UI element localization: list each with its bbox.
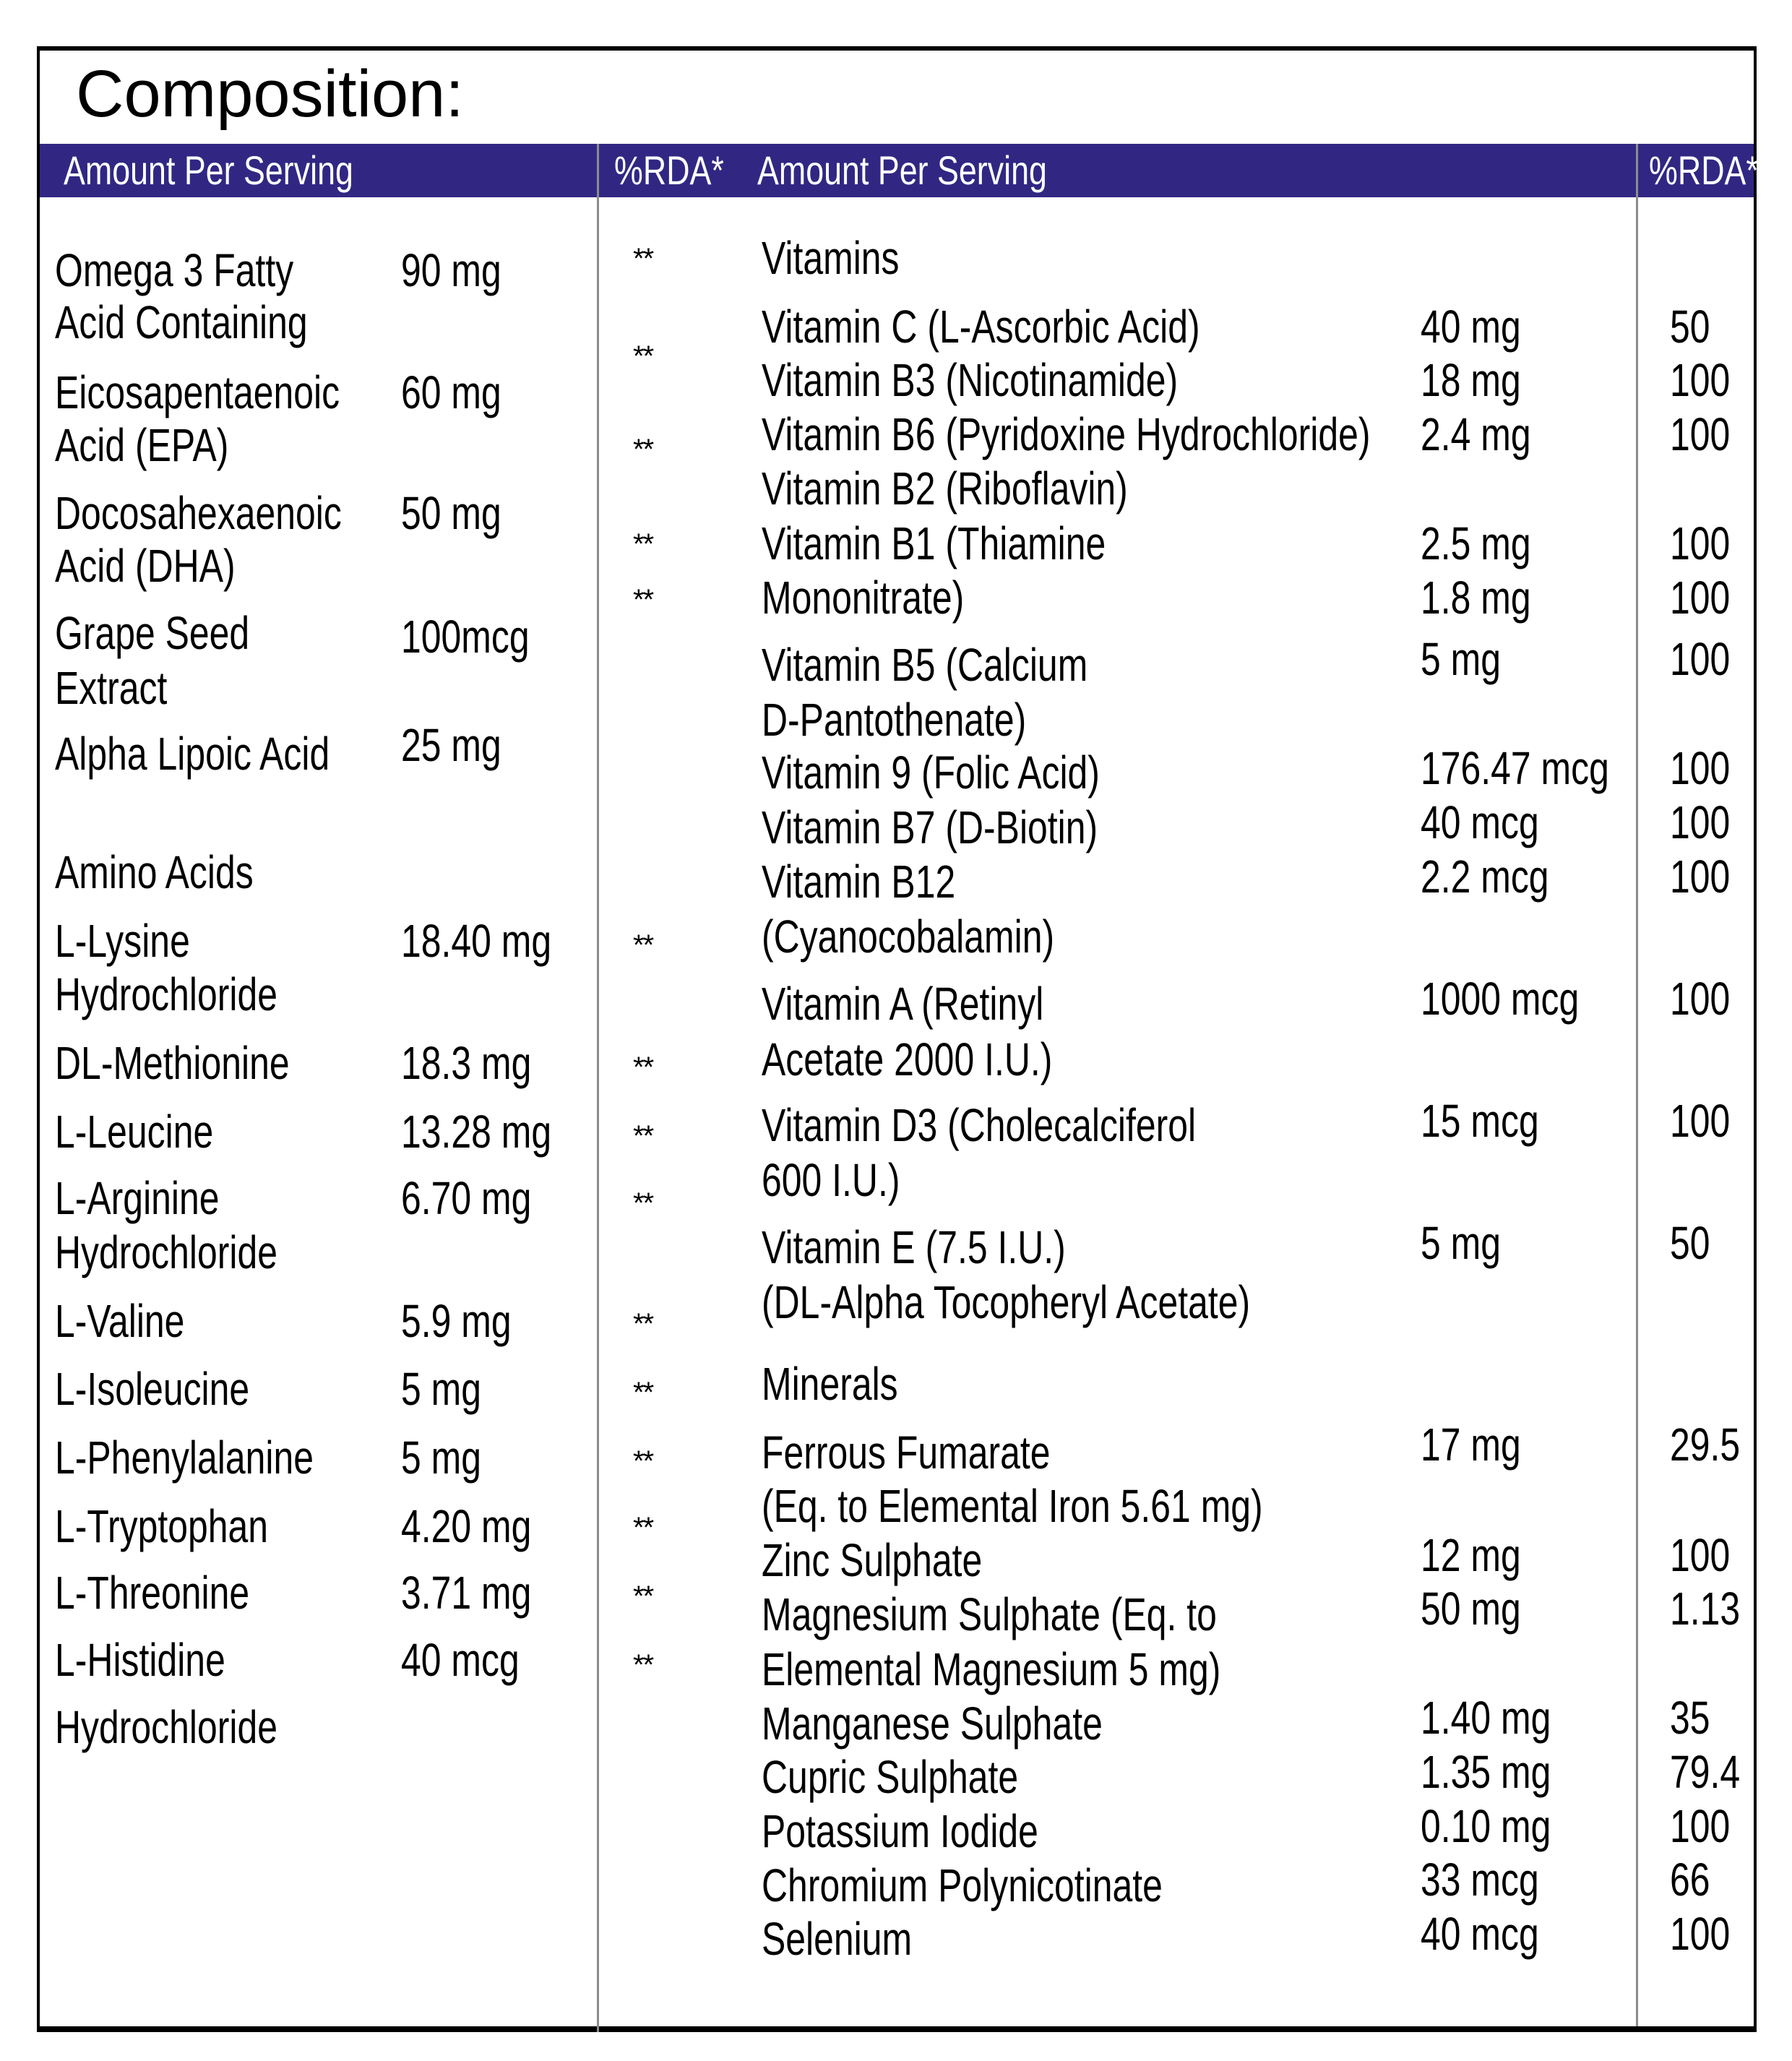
ingredient-name: Zinc Sulphate [762, 1534, 983, 1586]
ingredient-name: Magnesium Sulphate (Eq. to [762, 1588, 1217, 1640]
rda-not-established-mark: ** [633, 340, 653, 372]
ingredient-amount: 18 mg [1421, 354, 1521, 406]
ingredient-name: Omega 3 Fatty [55, 244, 294, 296]
rda-value: 100 [1670, 851, 1731, 903]
ingredient-amount: 15 mcg [1421, 1095, 1539, 1147]
ingredient-name: L-Arginine [55, 1172, 220, 1224]
ingredient-name: L-Lysine [55, 915, 190, 967]
ingredient-amount: 40 mg [1421, 301, 1521, 353]
ingredient-amount: 1.40 mg [1421, 1692, 1551, 1744]
ingredient-name: Vitamin B12 [762, 856, 956, 908]
ingredient-name: L-Leucine [55, 1106, 214, 1158]
ingredient-name: Vitamin E (7.5 I.U.) [762, 1221, 1066, 1273]
rda-value: 79.4 [1670, 1746, 1741, 1798]
section-heading: Amino Acids [55, 846, 254, 898]
ingredient-name: Docosahexaenoic [55, 487, 342, 539]
rda-value: 100 [1670, 408, 1731, 460]
ingredient-name: L-Threonine [55, 1567, 250, 1619]
header-right-amount: Amount Per Serving [757, 147, 1047, 193]
ingredient-amount: 176.47 mcg [1421, 742, 1609, 794]
ingredient-amount: 4.20 mg [401, 1500, 532, 1552]
rda-not-established-mark: ** [633, 1308, 653, 1340]
ingredient-amount: 2.2 mcg [1421, 851, 1549, 903]
ingredient-name: Hydrochloride [55, 1701, 277, 1753]
rda-not-established-mark: ** [633, 1445, 653, 1477]
ingredient-amount: 5 mg [1421, 633, 1501, 685]
ingredient-name: Acid (DHA) [55, 540, 236, 592]
rda-not-established-mark: ** [633, 584, 653, 616]
rda-value: 50 [1670, 301, 1710, 353]
ingredient-name: (Eq. to Elemental Iron 5.61 mg) [762, 1480, 1263, 1532]
ingredient-amount: 6.70 mg [401, 1172, 532, 1224]
ingredient-name: Alpha Lipoic Acid [55, 728, 330, 780]
ingredient-name: Acid Containing [55, 296, 308, 348]
ingredient-amount: 5 mg [401, 1432, 481, 1484]
rda-value: 100 [1670, 633, 1731, 685]
ingredient-name: Extract [55, 662, 168, 714]
rda-value: 35 [1670, 1692, 1710, 1744]
ingredient-amount: 3.71 mg [401, 1567, 532, 1619]
rda-value: 100 [1670, 572, 1731, 624]
ingredient-amount: 50 mg [401, 487, 501, 539]
ingredient-name: (DL-Alpha Tocopheryl Acetate) [762, 1276, 1251, 1328]
ingredient-name: Grape Seed [55, 607, 250, 659]
ingredient-name: L-Histidine [55, 1634, 225, 1686]
ingredient-amount: 2.4 mg [1421, 408, 1531, 460]
rda-not-established-mark: ** [633, 1580, 653, 1612]
rda-value: 50 [1670, 1217, 1710, 1269]
ingredient-name: L-Tryptophan [55, 1500, 269, 1552]
ingredient-name: Mononitrate) [762, 572, 965, 624]
rda-value: 100 [1670, 1529, 1731, 1581]
ingredient-amount: 1.8 mg [1421, 572, 1531, 624]
rda-not-established-mark: ** [633, 1187, 653, 1219]
rda-not-established-mark: ** [633, 1512, 653, 1544]
ingredient-name: Selenium [762, 1913, 913, 1965]
column-divider-left [597, 144, 599, 2032]
ingredient-amount: 17 mg [1421, 1419, 1521, 1471]
ingredient-name: Elemental Magnesium 5 mg) [762, 1643, 1221, 1695]
ingredient-name: Ferrous Fumarate [762, 1427, 1051, 1479]
ingredient-name: Vitamin 9 (Folic Acid) [762, 746, 1100, 799]
ingredient-amount: 60 mg [401, 366, 501, 418]
rda-not-established-mark: ** [633, 1649, 653, 1681]
rda-not-established-mark: ** [633, 528, 653, 560]
ingredient-name: L-Phenylalanine [55, 1432, 314, 1484]
rda-value: 100 [1670, 1095, 1731, 1147]
rda-value: 100 [1670, 354, 1731, 406]
header-right-rda: %RDA* [1649, 147, 1759, 193]
ingredient-amount: 5.9 mg [401, 1295, 512, 1347]
ingredient-name: Eicosapentaenoic [55, 366, 340, 418]
ingredient-name: Manganese Sulphate [762, 1698, 1103, 1750]
rda-value: 100 [1670, 973, 1731, 1025]
rda-value: 100 [1670, 1908, 1731, 1960]
rda-value: 100 [1670, 796, 1731, 848]
ingredient-name: Vitamin B5 (Calcium [762, 639, 1088, 691]
ingredient-name: Vitamin A (Retinyl [762, 978, 1044, 1030]
section-heading: Minerals [762, 1358, 898, 1410]
ingredient-amount: 100mcg [401, 611, 530, 663]
header-left-rda: %RDA* [614, 147, 724, 193]
ingredient-amount: 40 mcg [1421, 796, 1539, 848]
ingredient-name: Vitamin B7 (D-Biotin) [762, 801, 1098, 853]
ingredient-name: L-Isoleucine [55, 1363, 250, 1415]
rda-not-established-mark: ** [633, 1051, 653, 1083]
ingredient-amount: 13.28 mg [401, 1106, 552, 1158]
ingredient-amount: 18.3 mg [401, 1037, 532, 1089]
rda-value: 66 [1670, 1854, 1710, 1906]
ingredient-name: D-Pantothenate) [762, 694, 1027, 746]
ingredient-name: Vitamin C (L-Ascorbic Acid) [762, 301, 1200, 353]
rda-value: 29.5 [1670, 1419, 1741, 1471]
rda-value: 1.13 [1670, 1583, 1741, 1635]
ingredient-name: Vitamin B1 (Thiamine [762, 517, 1106, 569]
rda-not-established-mark: ** [633, 929, 653, 961]
ingredient-name: Acetate 2000 I.U.) [762, 1033, 1053, 1085]
rda-value: 100 [1670, 1800, 1731, 1852]
page-title: Composition: [76, 57, 464, 131]
ingredient-amount: 5 mg [1421, 1217, 1501, 1269]
ingredient-amount: 40 mcg [401, 1634, 520, 1686]
ingredient-amount: 50 mg [1421, 1583, 1521, 1635]
ingredient-name: Potassium Iodide [762, 1805, 1038, 1857]
rda-value: 100 [1670, 742, 1731, 794]
ingredient-name: L-Valine [55, 1295, 185, 1347]
rda-value: 100 [1670, 517, 1731, 569]
ingredient-name: (Cyanocobalamin) [762, 911, 1055, 963]
ingredient-name: Vitamin B3 (Nicotinamide) [762, 354, 1179, 406]
ingredient-amount: 5 mg [401, 1363, 481, 1415]
rda-not-established-mark: ** [633, 434, 653, 465]
rda-not-established-mark: ** [633, 1120, 653, 1152]
ingredient-amount: 1000 mcg [1421, 973, 1580, 1025]
ingredient-amount: 90 mg [401, 244, 501, 296]
ingredient-name: Vitamin B2 (Riboflavin) [762, 462, 1128, 515]
header-left-amount: Amount Per Serving [64, 147, 353, 193]
ingredient-amount: 18.40 mg [401, 915, 552, 967]
ingredient-name: Chromium Polynicotinate [762, 1859, 1163, 1911]
column-divider-right [1636, 144, 1638, 2026]
ingredient-amount: 33 mcg [1421, 1854, 1539, 1906]
ingredient-name: 600 I.U.) [762, 1154, 900, 1206]
ingredient-name: Vitamin D3 (Cholecalciferol [762, 1099, 1197, 1151]
ingredient-amount: 12 mg [1421, 1529, 1521, 1581]
rda-not-established-mark: ** [633, 243, 653, 275]
ingredient-amount: 40 mcg [1421, 1908, 1539, 1960]
section-heading: Vitamins [762, 232, 900, 284]
ingredient-name: Hydrochloride [55, 968, 277, 1020]
ingredient-name: Acid (EPA) [55, 419, 229, 471]
ingredient-name: DL-Methionine [55, 1037, 290, 1089]
ingredient-amount: 2.5 mg [1421, 517, 1531, 569]
ingredient-name: Vitamin B6 (Pyridoxine Hydrochloride) [762, 408, 1371, 460]
ingredient-amount: 1.35 mg [1421, 1746, 1551, 1798]
rda-not-established-mark: ** [633, 1377, 653, 1408]
ingredient-name: Cupric Sulphate [762, 1751, 1019, 1803]
ingredient-amount: 25 mg [401, 719, 501, 771]
ingredient-amount: 0.10 mg [1421, 1800, 1551, 1852]
ingredient-name: Hydrochloride [55, 1226, 277, 1278]
